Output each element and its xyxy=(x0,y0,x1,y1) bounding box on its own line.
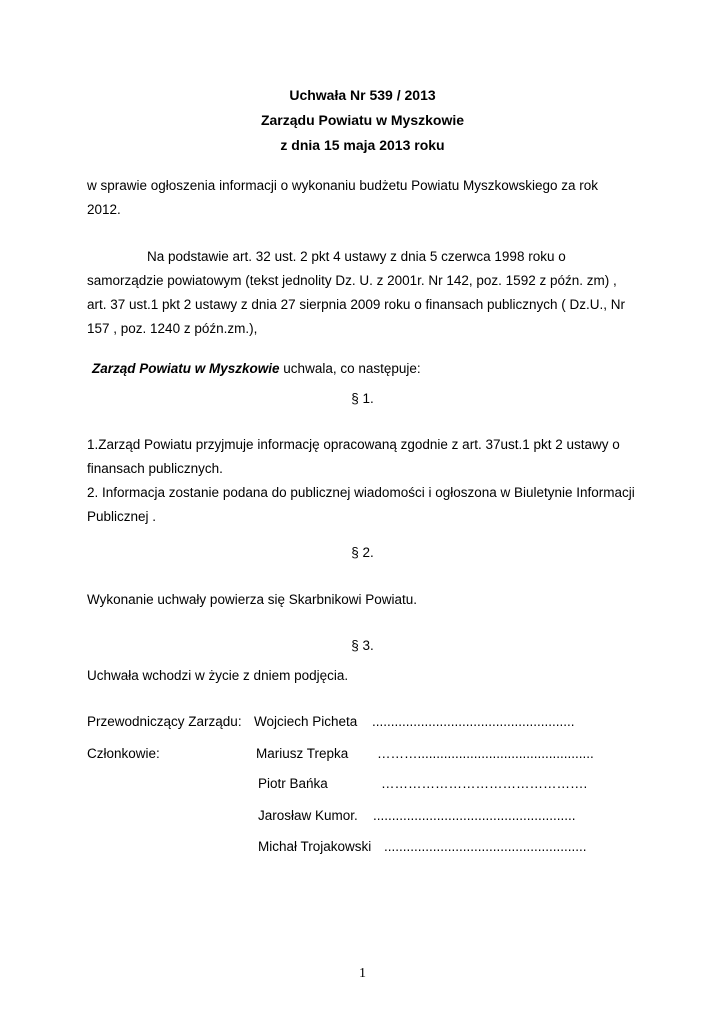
section-3-heading: § 3. xyxy=(351,638,374,653)
section-1-p2-line-1: 2. Informacja zostanie podana do publicznej wiadomości i ogłoszona w Biuletynie Informacji xyxy=(87,485,635,500)
basis-line-4: 157 , poz. 1240 z późn.zm.), xyxy=(87,321,258,336)
member-name: Michał Trojakowski xyxy=(258,839,372,854)
resolves-text: uchwala, co następuje: xyxy=(279,361,421,376)
section-3-text: Uchwała wchodzi w życie z dniem podjęcia. xyxy=(87,668,349,683)
member-signature-line: ………............................................... xyxy=(377,746,594,761)
basis-line-2: samorządzie powiatowym (tekst jednolity Dz. U. z 2001r. Nr 142, poz. 1592 z późn. zm) , xyxy=(87,273,617,288)
section-1-p1-line-2: finansach publicznych. xyxy=(87,461,223,476)
resolution-date: z dnia 15 maja 2013 roku xyxy=(280,137,445,153)
resolves-statement xyxy=(92,361,421,376)
section-2-heading: § 2. xyxy=(351,545,374,560)
member-name: Mariusz Trepka xyxy=(256,746,349,761)
chair-name: Wojciech Picheta xyxy=(254,714,358,729)
issuing-body: Zarządu Powiatu w Myszkowie xyxy=(260,112,465,128)
resolution-title: Uchwała Nr 539 / 2013 xyxy=(289,87,436,103)
section-2-text: Wykonanie uchwały powierza się Skarbnikowi Powiatu. xyxy=(87,592,418,607)
members-label: Członkowie: xyxy=(87,746,160,761)
board-name: Zarząd Powiatu w Myszkowie xyxy=(92,361,280,376)
chair-signature-line: ...................................................... xyxy=(372,714,575,729)
basis-line-3: art. 37 ust.1 pkt 2 ustawy z dnia 27 sierpnia 2009 roku o finansach publicznych ( Dz.U., Nr xyxy=(87,297,626,312)
section-1-p2-line-2: Publicznej . xyxy=(87,509,157,524)
subject-line-1: w sprawie ogłoszenia informacji o wykonaniu budżetu Powiatu Myszkowskiego za rok xyxy=(87,178,598,193)
section-1-heading: § 1. xyxy=(351,391,374,406)
subject-line-2: 2012. xyxy=(87,202,121,217)
section-1-p1-line-1: 1.Zarząd Powiatu przyjmuje informację opracowaną zgodnie z art. 37ust.1 pkt 2 ustawy o xyxy=(87,437,620,452)
chair-label: Przewodniczący Zarządu: xyxy=(87,714,242,729)
member-signature-line: ………………………………………. xyxy=(381,776,588,791)
basis-line-1: Na podstawie art. 32 ust. 2 pkt 4 ustawy z dnia 5 czerwca 1998 roku o xyxy=(147,249,566,264)
member-name: Jarosław Kumor. xyxy=(258,808,358,823)
member-signature-line: ...................................................... xyxy=(384,839,587,854)
page-number: 1 xyxy=(359,966,366,981)
member-signature-line: ...................................................... xyxy=(373,808,576,823)
member-name: Piotr Bańka xyxy=(258,776,328,791)
